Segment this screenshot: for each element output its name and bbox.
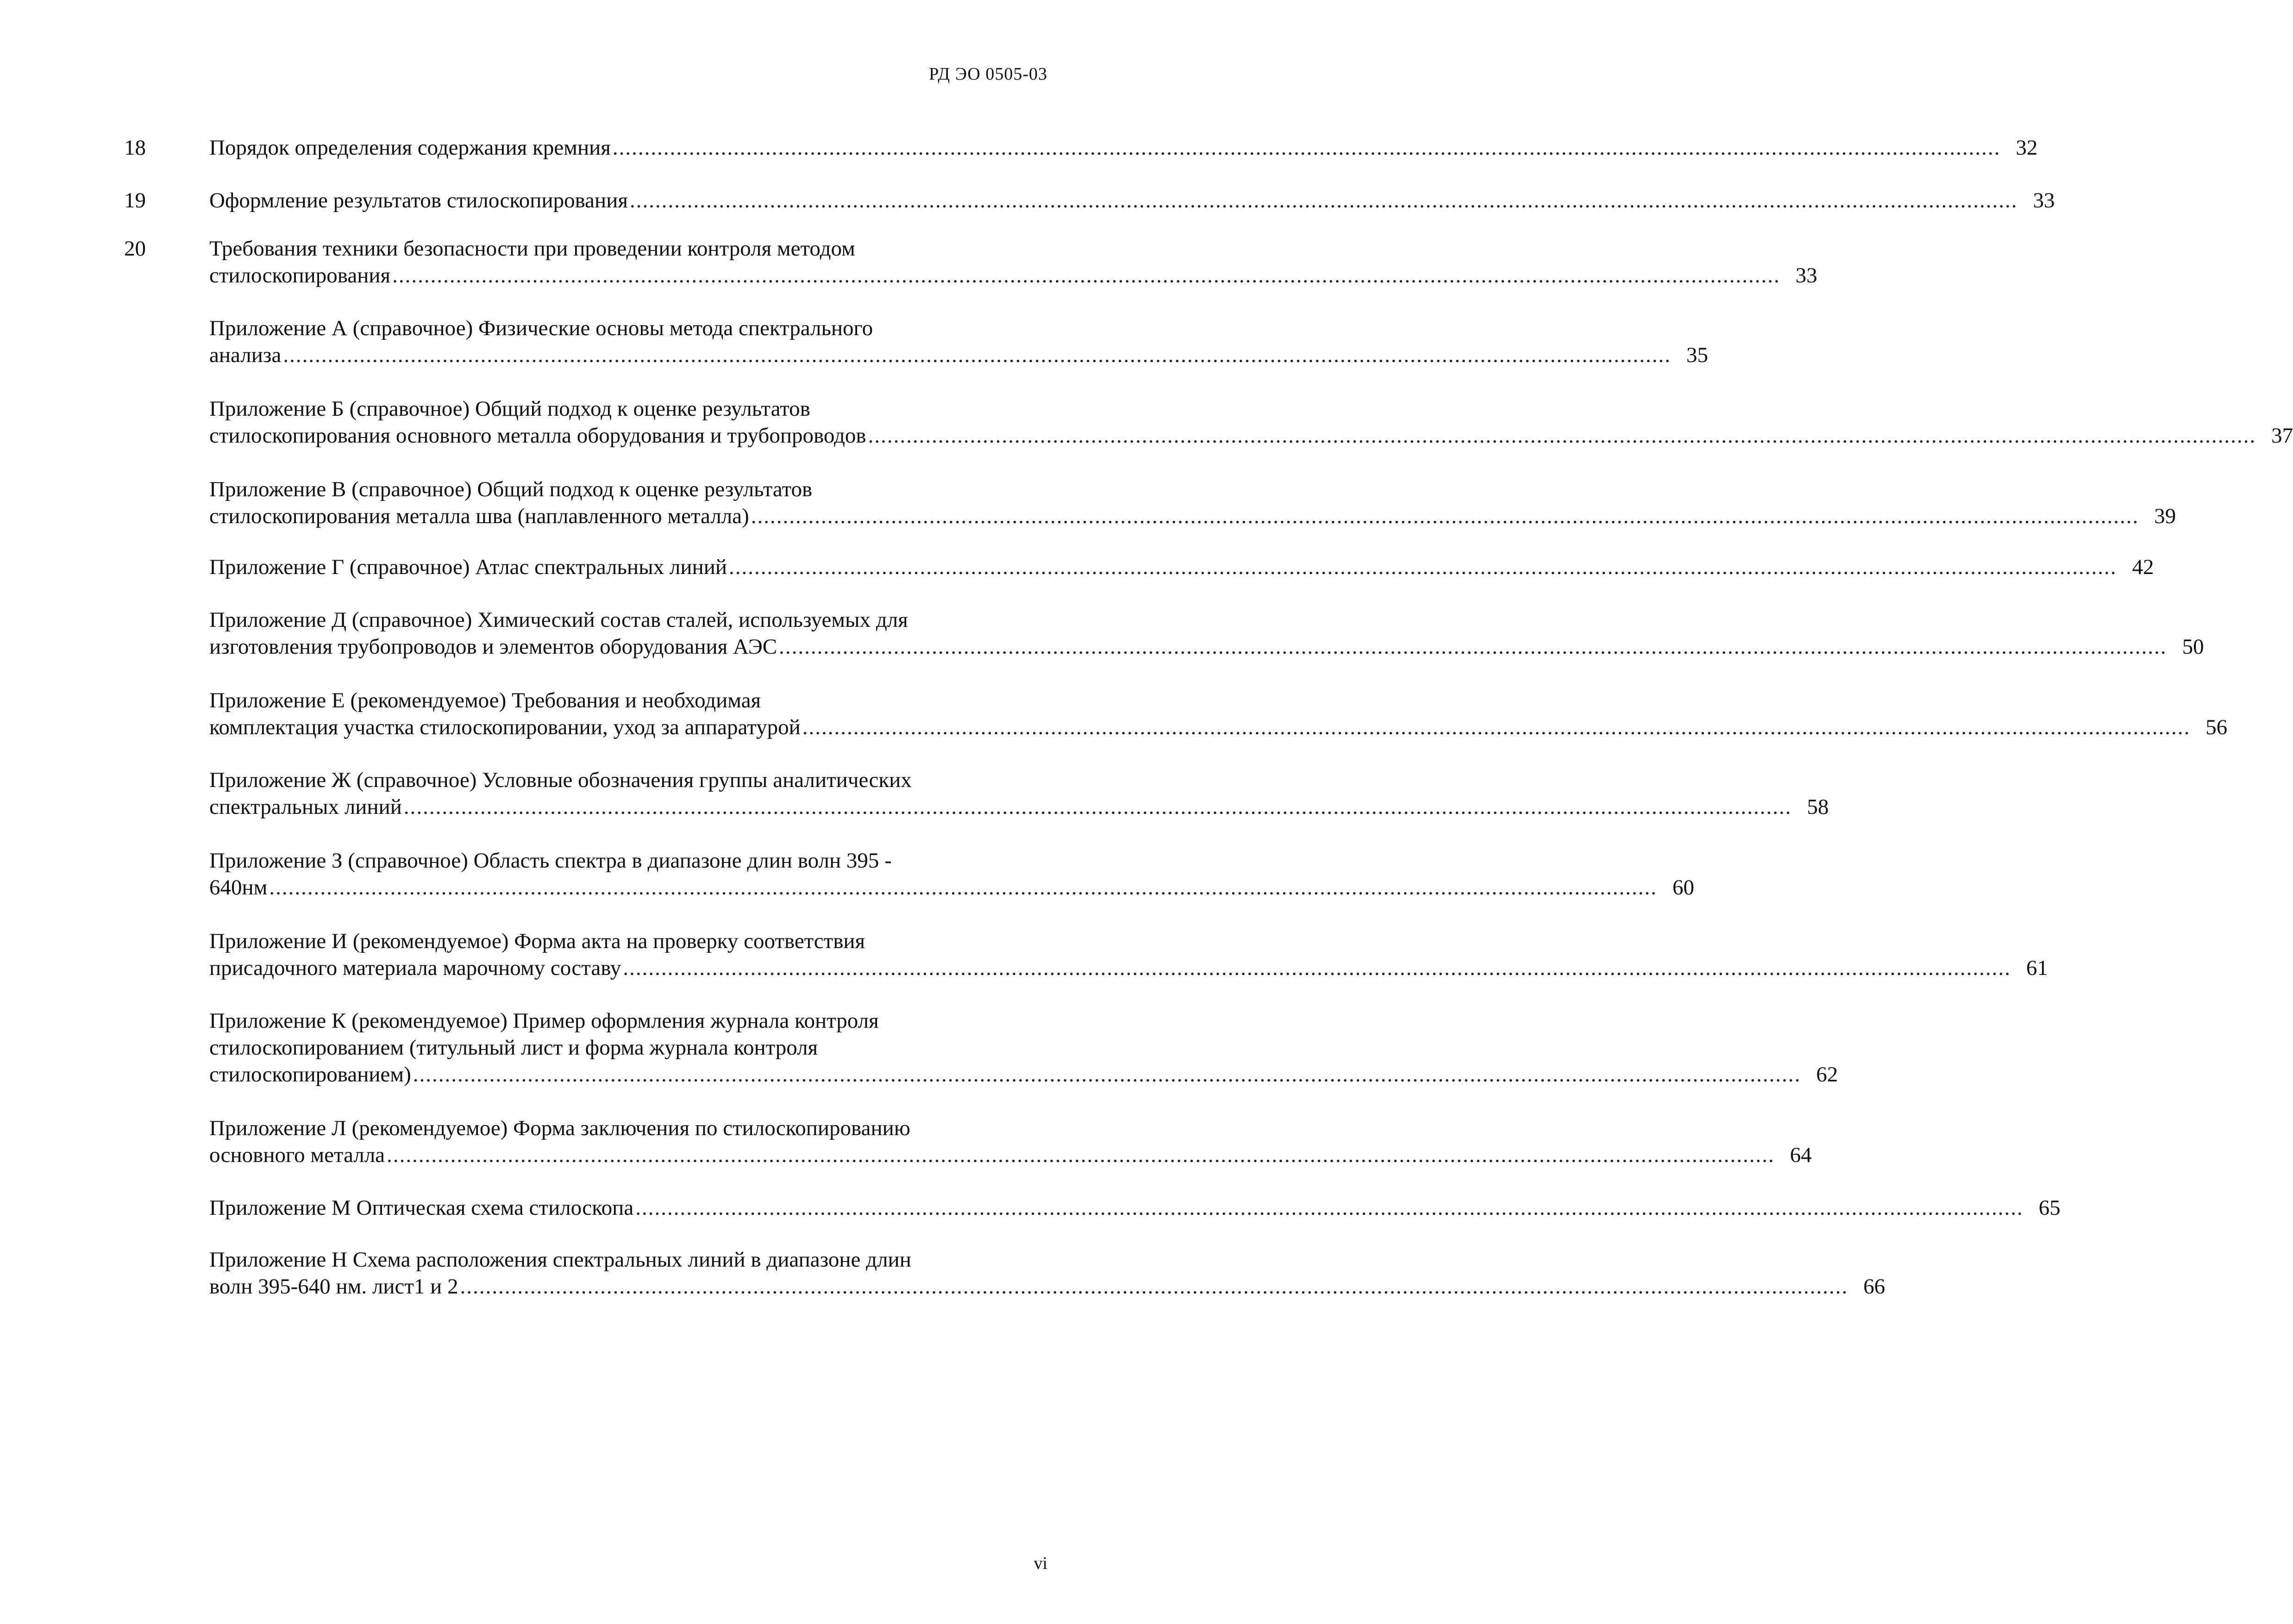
page-ref: 58 <box>1807 795 1829 819</box>
page-ref: 65 <box>2038 1196 2061 1220</box>
dot-leader: .......................................................................................................................................................................................................................... <box>413 1062 1801 1087</box>
title-line: Приложение Н Схема расположения спектральных линий в диапазоне длин <box>209 1248 911 1272</box>
dot-leader: .......................................................................................................................................................................................................................... <box>612 136 2001 160</box>
title-last-line <box>209 714 2228 741</box>
page-ref: 33 <box>2033 188 2055 212</box>
title-line: Требования техники безопасности при проведении контроля методом <box>209 237 855 261</box>
dot-leader: .......................................................................................................................................................................................................................... <box>802 715 2191 739</box>
title-line: Приложение Б (справочное) Общий подход к оценке результатов <box>209 397 810 421</box>
dot-leader: .......................................................................................................................................................................................................................... <box>387 1143 1775 1167</box>
entry-title <box>209 1194 2061 1221</box>
title-last-line <box>209 955 2048 981</box>
title-text: основного металла <box>209 1143 385 1167</box>
dot-leader: .......................................................................................................................................................................................................................... <box>779 635 2167 659</box>
page-ref: 62 <box>1816 1062 1838 1087</box>
entry-title <box>209 187 2055 214</box>
page-ref: 42 <box>2132 555 2154 579</box>
title-line: стилоскопированием (титульный лист и форма журнала контроля <box>209 1036 818 1060</box>
title-text: присадочного материала марочному составу <box>209 956 621 980</box>
title-last-line <box>209 422 2293 449</box>
title-last-line <box>209 1273 1886 1300</box>
dot-leader: .......................................................................................................................................................................................................................... <box>403 795 1792 819</box>
title-text: стилоскопированием) <box>209 1062 411 1087</box>
document-code: РД ЭО 0505-03 <box>929 64 1047 84</box>
dot-leader: .......................................................................................................................................................................................................................... <box>629 188 2018 212</box>
title-text: 640нм <box>209 875 268 899</box>
entry-title <box>209 928 2048 981</box>
title-text: Оформление результатов стилоскопирования <box>209 188 628 212</box>
entry-title <box>209 606 2204 660</box>
entry-title <box>209 235 1817 289</box>
title-last-line <box>209 262 1817 289</box>
section-number: 19 <box>124 188 146 212</box>
page-ref: 56 <box>2205 715 2228 739</box>
entry-title <box>209 1115 1812 1168</box>
title-text: спектральных линий <box>209 795 402 819</box>
title-text: анализа <box>209 343 282 367</box>
dot-leader: .......................................................................................................................................................................................................................... <box>392 263 1780 287</box>
title-text: Порядок определения содержания кремния <box>209 136 611 160</box>
title-last-line <box>209 1142 1812 1168</box>
title-line: Приложение К (рекомендуемое) Пример оформления журнала контроля <box>209 1009 879 1033</box>
title-line: Приложение А (справочное) Физические основы метода спектрального <box>209 316 873 340</box>
section-number: 18 <box>124 136 146 160</box>
entry-title <box>209 395 2293 449</box>
title-text: Приложение М Оптическая схема стилоскопа <box>209 1196 634 1220</box>
entry-title <box>209 1007 1838 1088</box>
page-ref: 33 <box>1795 263 1817 287</box>
entry-title <box>209 315 1708 369</box>
entry-title <box>209 1246 1886 1300</box>
title-last-line <box>209 187 2055 214</box>
title-line: Приложение И (рекомендуемое) Форма акта на проверку соответствия <box>209 929 865 953</box>
entry-title <box>209 134 2038 161</box>
page-ref: 64 <box>1790 1143 1812 1167</box>
dot-leader: .......................................................................................................................................................................................................................... <box>623 956 2011 980</box>
title-last-line <box>209 633 2204 660</box>
page-ref: 60 <box>1672 875 1694 899</box>
title-line: Приложение З (справочное) Область спектра в диапазоне длин волн 395 - <box>209 849 892 873</box>
dot-leader: .......................................................................................................................................................................................................................... <box>460 1274 1848 1299</box>
dot-leader: .......................................................................................................................................................................................................................... <box>729 555 2117 579</box>
title-last-line <box>209 1061 1838 1088</box>
dot-leader: .......................................................................................................................................................................................................................... <box>283 343 1671 367</box>
title-last-line <box>209 134 2038 161</box>
page-ref: 35 <box>1686 343 1708 367</box>
title-last-line <box>209 793 1829 820</box>
title-line: Приложение В (справочное) Общий подход к оценке результатов <box>209 477 813 501</box>
title-text: стилоскопирования <box>209 263 391 287</box>
dot-leader: .......................................................................................................................................................................................................................... <box>269 875 1657 899</box>
entry-title <box>209 687 2228 741</box>
title-text: изготовления трубопроводов и элементов оборудования АЭС <box>209 635 777 659</box>
title-text: волн 395-640 нм. лист1 и 2 <box>209 1274 458 1299</box>
section-number: 20 <box>124 237 146 261</box>
title-last-line <box>209 554 2154 581</box>
title-line: Приложение Ж (справочное) Условные обозначения группы аналитических <box>209 768 912 792</box>
page-ref: 66 <box>1863 1274 1886 1299</box>
title-last-line <box>209 874 1694 901</box>
dot-leader: .......................................................................................................................................................................................................................... <box>868 424 2256 448</box>
dot-leader: .......................................................................................................................................................................................................................... <box>635 1196 2024 1220</box>
entry-title <box>209 847 1694 901</box>
entry-title <box>209 767 1829 820</box>
page-ref: 39 <box>2154 504 2176 528</box>
entry-title <box>209 476 2176 530</box>
page-ref: 61 <box>2026 956 2048 980</box>
title-last-line <box>209 1194 2061 1221</box>
title-line: Приложение Д (справочное) Химический состав сталей, используемых для <box>209 608 908 632</box>
title-text: комплектация участка стилоскопировании, уход за аппаратурой <box>209 715 801 739</box>
page-number: vi <box>1034 1554 1047 1573</box>
title-text: стилоскопирования металла шва (наплавленного металла) <box>209 504 749 528</box>
entry-title <box>209 554 2154 581</box>
page-ref: 37 <box>2271 424 2293 448</box>
title-line: Приложение Е (рекомендуемое) Требования и необходимая <box>209 688 761 712</box>
title-line: Приложение Л (рекомендуемое) Форма заключения по стилоскопированию <box>209 1116 910 1140</box>
title-text: стилоскопирования основного металла оборудования и трубопроводов <box>209 424 866 448</box>
dot-leader: .......................................................................................................................................................................................................................... <box>751 504 2139 528</box>
title-last-line <box>209 503 2176 530</box>
title-text: Приложение Г (справочное) Атлас спектральных линий <box>209 555 727 579</box>
title-last-line <box>209 342 1708 369</box>
page-ref: 32 <box>2016 136 2038 160</box>
page-ref: 50 <box>2182 635 2204 659</box>
